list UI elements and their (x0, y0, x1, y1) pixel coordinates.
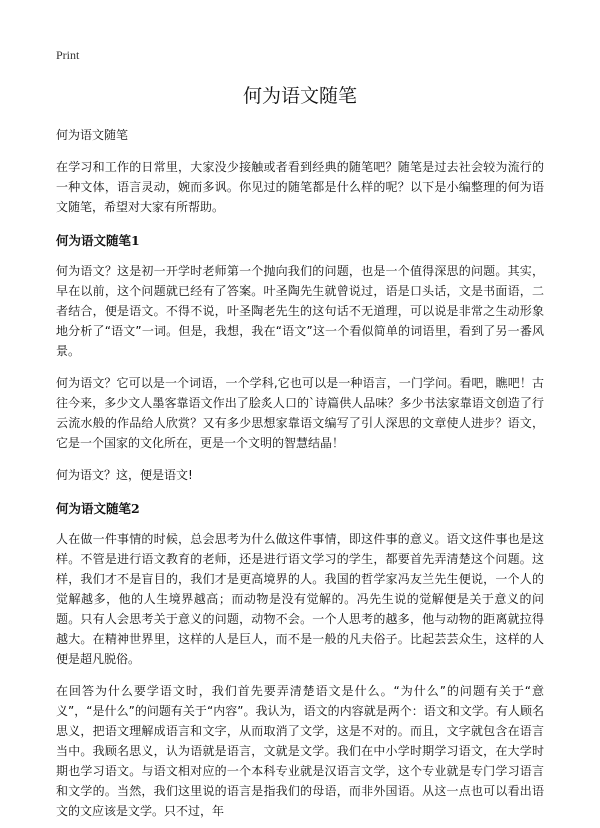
document-subtitle: 何为语文随笔 (56, 128, 129, 142)
page-title: 何为语文随笔 (242, 85, 357, 107)
print-link[interactable]: Print (56, 48, 80, 62)
section-1-paragraph-3: 何为语文？这，便是语文! (56, 468, 193, 482)
section-1-paragraph-1: 何为语文？这是初一开学时老师第一个抛向我们的问题，也是一个值得深思的问题。其实，早在以前，这个问题就已经有了答案。叶圣陶先生就曾说过，语是口头话，文是书面语，二者结合，便是语文。不得不说，叶圣陶老先生的这句话不无道理，可以说是非常之生动形象地分析了“语文”一词。但是，我想，我在“语文”这一个看似简单的词语里，看到了另一番风景。 (56, 264, 544, 358)
section-1-paragraph-2: 何为语文？它可以是一个词语，一个学科,它也可以是一种语言，一门学问。看吧，瞧吧！古往今来，多少文人墨客靠语文作出了脍炙人口的`诗篇供人品味？多少书法家靠语文创造了行云流水般的作品给人欣赏？又有多少思想家靠语文编写了引人深思的文章使人进步？语文，它是一个国家的文化所在，更是一个文明的智慧结晶！ (56, 376, 544, 450)
section-2-paragraph-2: 在回答为什么要学语文时，我们首先要弄清楚语文是什么。“为什么”的问题有关于“意义”，“是什么”的问题有关于“内容”。我认为，语文的内容就是两个：语文和文学。有人顾名思义，把语文理解成语言和文字，从而取消了文学，这是不对的。而且，文字就包含在语言当中。我顾名思义，认为语就是语言，文就是文学。我们在中小学时期学习语文，在大学时期也学习语文。与语文相对应的一个本科专业就是汉语言文学，这个专业就是专门学习语言和文学的。当然，我们这里说的语言是指我们的母语，而非外国语。从这一点也可以看出语文的文应该是文学。只不过，年 (56, 684, 544, 818)
intro-paragraph: 在学习和工作的日常里，大家没少接触或者看到经典的随笔吧？随笔是过去社会较为流行的一种文体，语言灵动，婉而多讽。你见过的随笔都是什么样的呢？以下是小编整理的何为语文随笔，希望对大家有所帮助。 (56, 160, 544, 214)
section-heading-2: 何为语文随笔2 (56, 501, 140, 516)
section-heading-1: 何为语文随笔1 (56, 233, 140, 248)
section-2-paragraph-1: 人在做一件事情的时候，总会思考为什么做这件事情，即这件事的意义。语文这件事也是这样。不管是进行语文教育的老师，还是进行语文学习的学生，都要首先弄清楚这个问题。这样，我们才不是盲目的，我们才是更高境界的人。我国的哲学家冯友兰先生便说，一个人的觉解越多，他的人生境界越高；而动物是没有觉解的。冯先生说的觉解便是关于意义的问题。只有人会思考关于意义的问题，动物不会。一个人思考的越多，他与动物的距离就拉得越大。在精神世界里，这样的人是巨人，而不是一般的凡夫俗子。比起芸芸众生，这样的人便是超凡脱俗。 (56, 532, 544, 666)
